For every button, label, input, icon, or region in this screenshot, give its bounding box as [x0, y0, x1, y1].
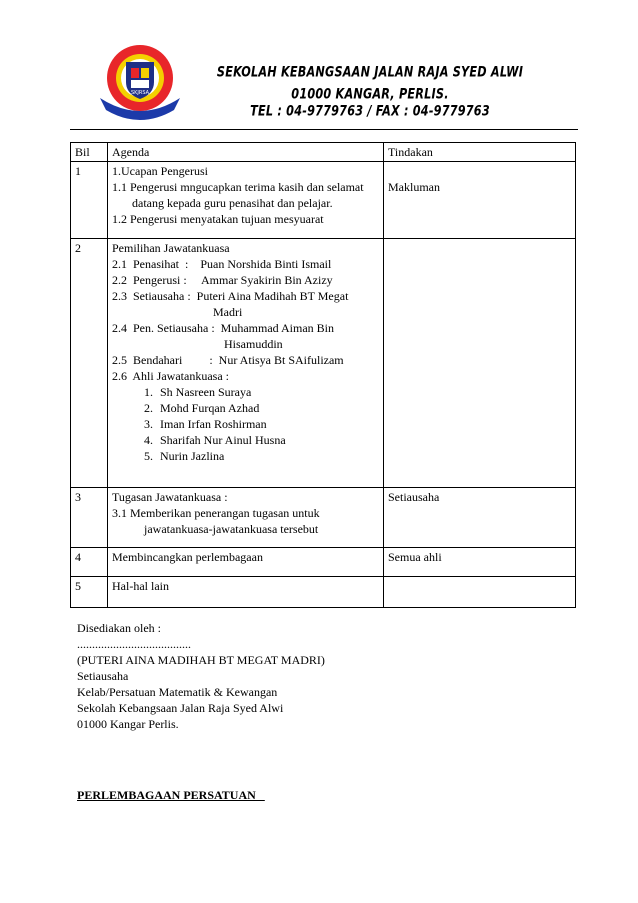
- agenda-line: Madri: [213, 305, 243, 319]
- signatory-role: Setiausaha: [77, 669, 129, 683]
- tindakan-text: Makluman: [388, 180, 440, 194]
- school-address-footer: 01000 Kangar Perlis.: [77, 717, 179, 731]
- school-name-footer: Sekolah Kebangsaan Jalan Raja Syed Alwi: [77, 701, 284, 715]
- row-bil: 1: [71, 162, 108, 239]
- table-row: [71, 548, 576, 577]
- signatory-name: (PUTERI AINA MADIHAH BT MEGAT MADRI): [77, 653, 325, 667]
- school-logo-icon: [96, 42, 184, 122]
- agenda-line: 1.1 Pengerusi mngucapkan terima kasih dan selamat: [112, 180, 364, 194]
- list-item: 5. Nurin Jazlina: [156, 448, 379, 464]
- agenda-line: 2.6 Ahli Jawatankuasa :: [112, 369, 229, 383]
- row-bil: 2: [71, 239, 108, 488]
- ahli-list: [112, 384, 379, 464]
- row-agenda: [108, 488, 384, 548]
- agenda-line: Pemilihan Jawatankuasa: [112, 241, 230, 255]
- agenda-line: 3.1 Memberikan penerangan tugasan untuk: [112, 506, 320, 520]
- row-tindakan: Semua ahli: [384, 548, 576, 577]
- club-name: Kelab/Persatuan Matematik & Kewangan: [77, 685, 278, 699]
- row-tindakan: [384, 577, 576, 608]
- table-header-row: [71, 143, 576, 162]
- row-bil: 3: [71, 488, 108, 548]
- signature-block: [77, 620, 325, 732]
- header-bil: Bil: [71, 143, 108, 162]
- table-row: [71, 577, 576, 608]
- agenda-line: 1.2 Pengerusi menyatakan tujuan mesyuarat: [112, 212, 324, 226]
- agenda-line: datang kepada guru penasihat dan pelajar.: [132, 196, 333, 210]
- section-title: PERLEMBAGAAN PERSATUAN: [77, 788, 265, 802]
- table-row: [71, 162, 576, 239]
- table-row: [71, 488, 576, 548]
- table-row: [71, 239, 576, 488]
- row-bil: 5: [71, 577, 108, 608]
- row-agenda: [108, 239, 384, 488]
- header-tindakan: Tindakan: [384, 143, 576, 162]
- list-item: 2. Mohd Furqan Azhad: [156, 400, 379, 416]
- agenda-line: Hisamuddin: [224, 337, 283, 351]
- signature-dots: ......................................: [77, 637, 191, 651]
- letterhead: [0, 0, 638, 130]
- header-divider: [70, 129, 578, 130]
- row-agenda: Hal-hal lain: [108, 577, 384, 608]
- agenda-line: 1.Ucapan Pengerusi: [112, 164, 208, 178]
- agenda-line: 2.2 Pengerusi : Ammar Syakirin Bin Azizy: [112, 273, 333, 287]
- agenda-line: 2.5 Bendahari : Nur Atisya Bt SAifulizam: [112, 353, 344, 367]
- agenda-line: 2.1 Penasihat : Puan Norshida Binti Ismail: [112, 257, 332, 271]
- agenda-line: jawatankuasa-jawatankuasa tersebut: [144, 522, 319, 536]
- list-item: 3. Iman Irfan Roshirman: [156, 416, 379, 432]
- list-item: 1. Sh Nasreen Suraya: [156, 384, 379, 400]
- row-tindakan: [384, 162, 576, 239]
- prepared-by-label: Disediakan oleh :: [77, 621, 161, 635]
- header-agenda: Agenda: [108, 143, 384, 162]
- row-bil: 4: [71, 548, 108, 577]
- agenda-line: 2.3 Setiausaha : Puteri Aina Madihah BT Megat: [112, 289, 349, 303]
- row-agenda: Membincangkan perlembagaan: [108, 548, 384, 577]
- agenda-table: [70, 142, 576, 608]
- agenda-line: 2.4 Pen. Setiausaha : Muhammad Aiman Bin: [112, 321, 334, 335]
- school-name: SEKOLAH KEBANGSAAN JALAN RAJA SYED ALWI: [216, 62, 524, 81]
- list-item: 4. Sharifah Nur Ainul Husna: [156, 432, 379, 448]
- row-tindakan: [384, 239, 576, 488]
- school-contact: TEL : 04-9779763 / FAX : 04-9779763: [250, 101, 490, 120]
- agenda-line: Tugasan Jawatankuasa :: [112, 490, 228, 504]
- logo-text: SKJRSA: [130, 90, 150, 96]
- school-address: 01000 KANGAR, PERLIS.: [291, 84, 449, 103]
- row-tindakan: Setiausaha: [384, 488, 576, 548]
- row-agenda: [108, 162, 384, 239]
